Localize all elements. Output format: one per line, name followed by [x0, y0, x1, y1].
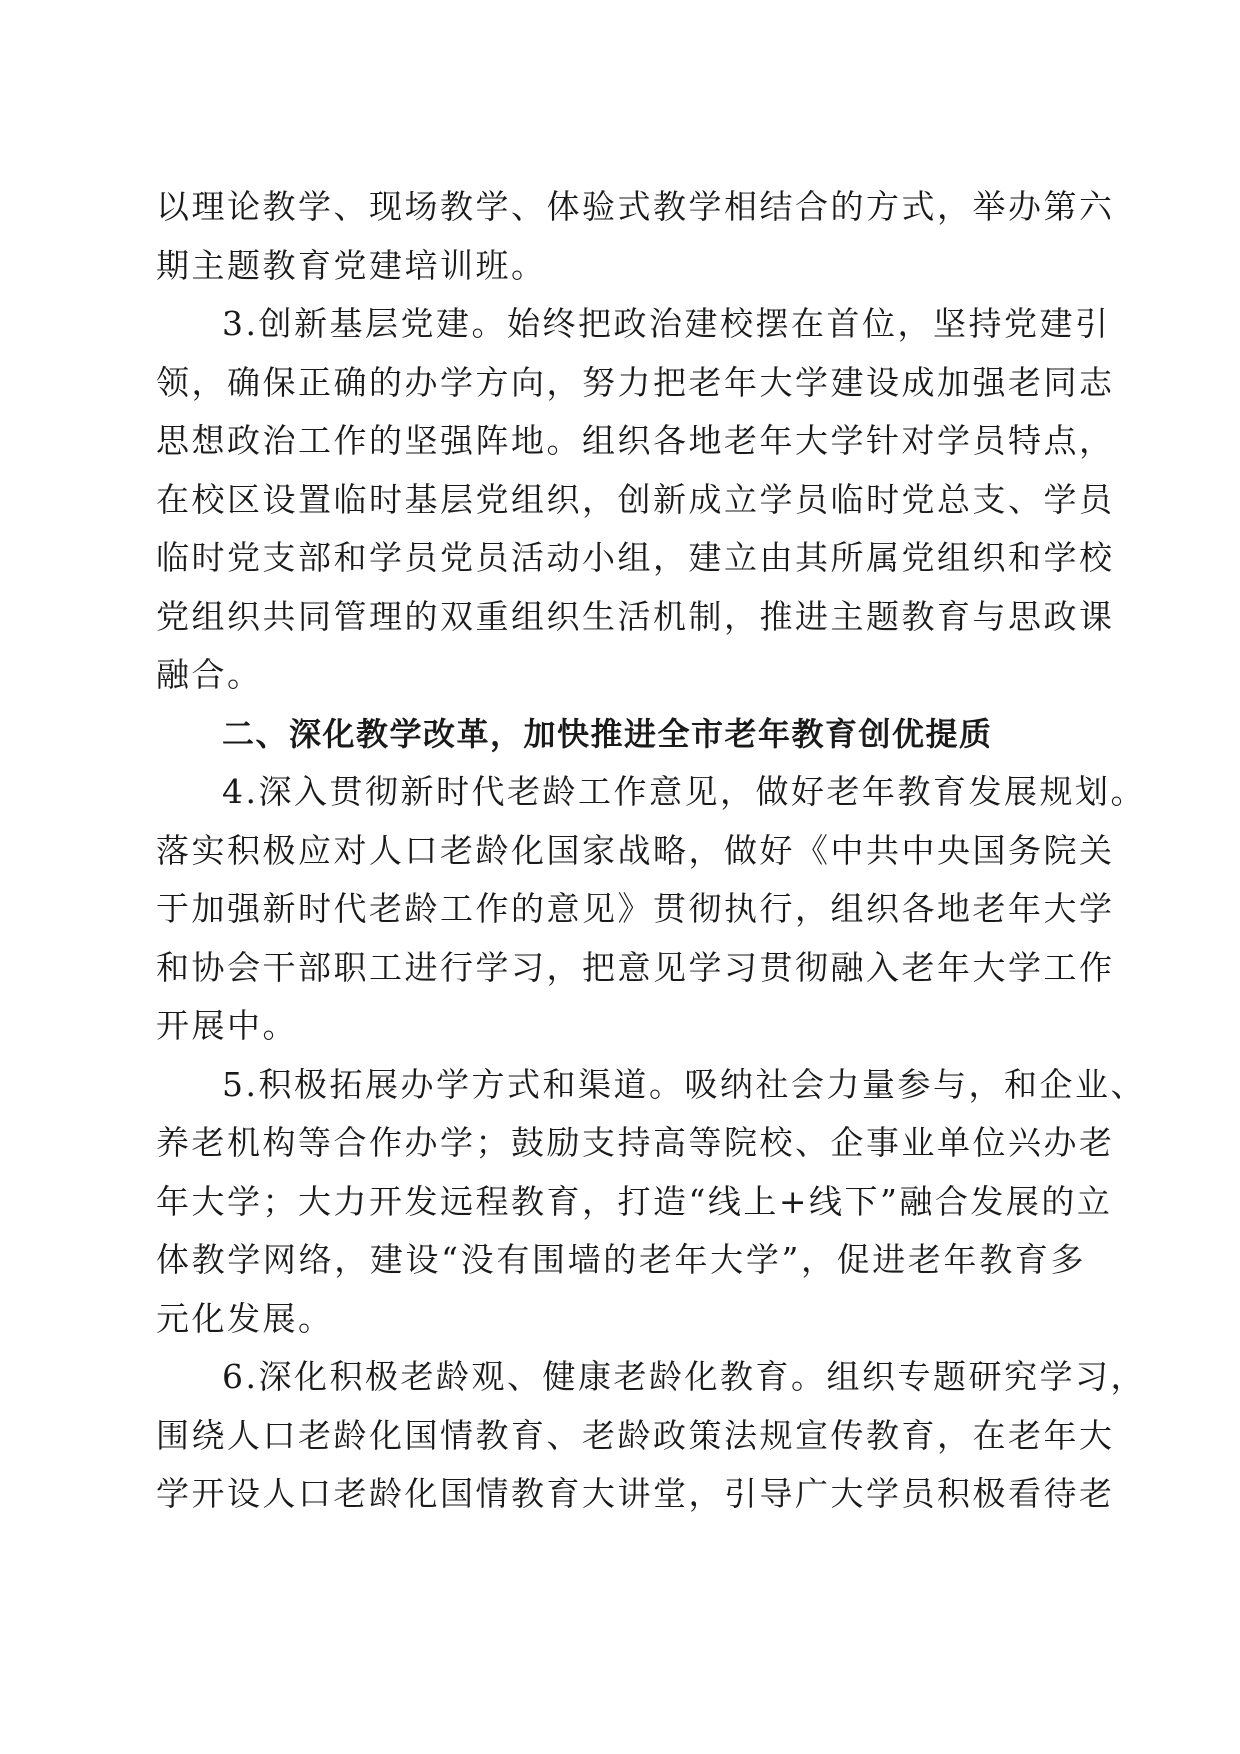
paragraph-line: 思想政治工作的坚强阵地。组织各地老年大学针对学员特点，	[156, 421, 1115, 460]
paragraph-line: 养老机构等合作办学；鼓励支持高等院校、企事业单位兴办老	[156, 1123, 1115, 1162]
paragraph-line: 元化发展。	[156, 1298, 334, 1338]
section-heading: 二、深化教学改革，加快推进全市老年教育创优提质	[222, 714, 993, 753]
paragraph-line: 5.积极拓展办学方式和渠道。吸纳社会力量参与，和企业、	[222, 1064, 1146, 1104]
paragraph-line: 以理论教学、现场教学、体验式教学相结合的方式，举办第六	[156, 187, 1115, 226]
paragraph-line: 学开设人口老龄化国情教育大讲堂，引导广大学员积极看待老	[156, 1474, 1115, 1513]
paragraph-line: 党组织共同管理的双重组织生活机制，推进主题教育与思政课	[156, 596, 1115, 636]
paragraph-line: 在校区设置临时基层党组织，创新成立学员临时党总支、学员	[156, 479, 1115, 519]
paragraph-line: 3.创新基层党建。始终把政治建校摆在首位，坚持党建引	[222, 304, 1111, 343]
paragraph-line: 领，确保正确的办学方向，努力把老年大学建设成加强老同志	[156, 362, 1115, 402]
paragraph-line: 围绕人口老龄化国情教育、老龄政策法规宣传教育，在老年大	[156, 1415, 1115, 1455]
paragraph-line: 4.深入贯彻新时代老龄工作意见，做好老年教育发展规划。	[222, 772, 1146, 811]
paragraph-line: 融合。	[156, 655, 263, 694]
paragraph-line: 6.深化积极老龄观、健康老龄化教育。组织专题研究学习，	[222, 1357, 1146, 1396]
document-body	[156, 178, 1146, 1524]
paragraph-line: 年大学；大力开发远程教育，打造“线上+线下”融合发展的立	[156, 1181, 1113, 1221]
paragraph-line: 临时党支部和学员党员活动小组，建立由其所属党组织和学校	[156, 538, 1115, 577]
paragraph-line: 落实积极应对人口老龄化国家战略，做好《中共中央国务院关	[156, 830, 1115, 870]
paragraph-line: 于加强新时代老龄工作的意见》贯彻执行，组织各地老年大学	[156, 889, 1115, 928]
paragraph-line: 和协会干部职工进行学习，把意见学习贯彻融入老年大学工作	[156, 947, 1115, 987]
paragraph-line: 体教学网络，建设“没有围墙的老年大学”，促进老年教育多	[156, 1240, 1086, 1279]
paragraph-line: 期主题教育党建培训班。	[156, 245, 547, 285]
paragraph-line: 开展中。	[156, 1006, 298, 1045]
